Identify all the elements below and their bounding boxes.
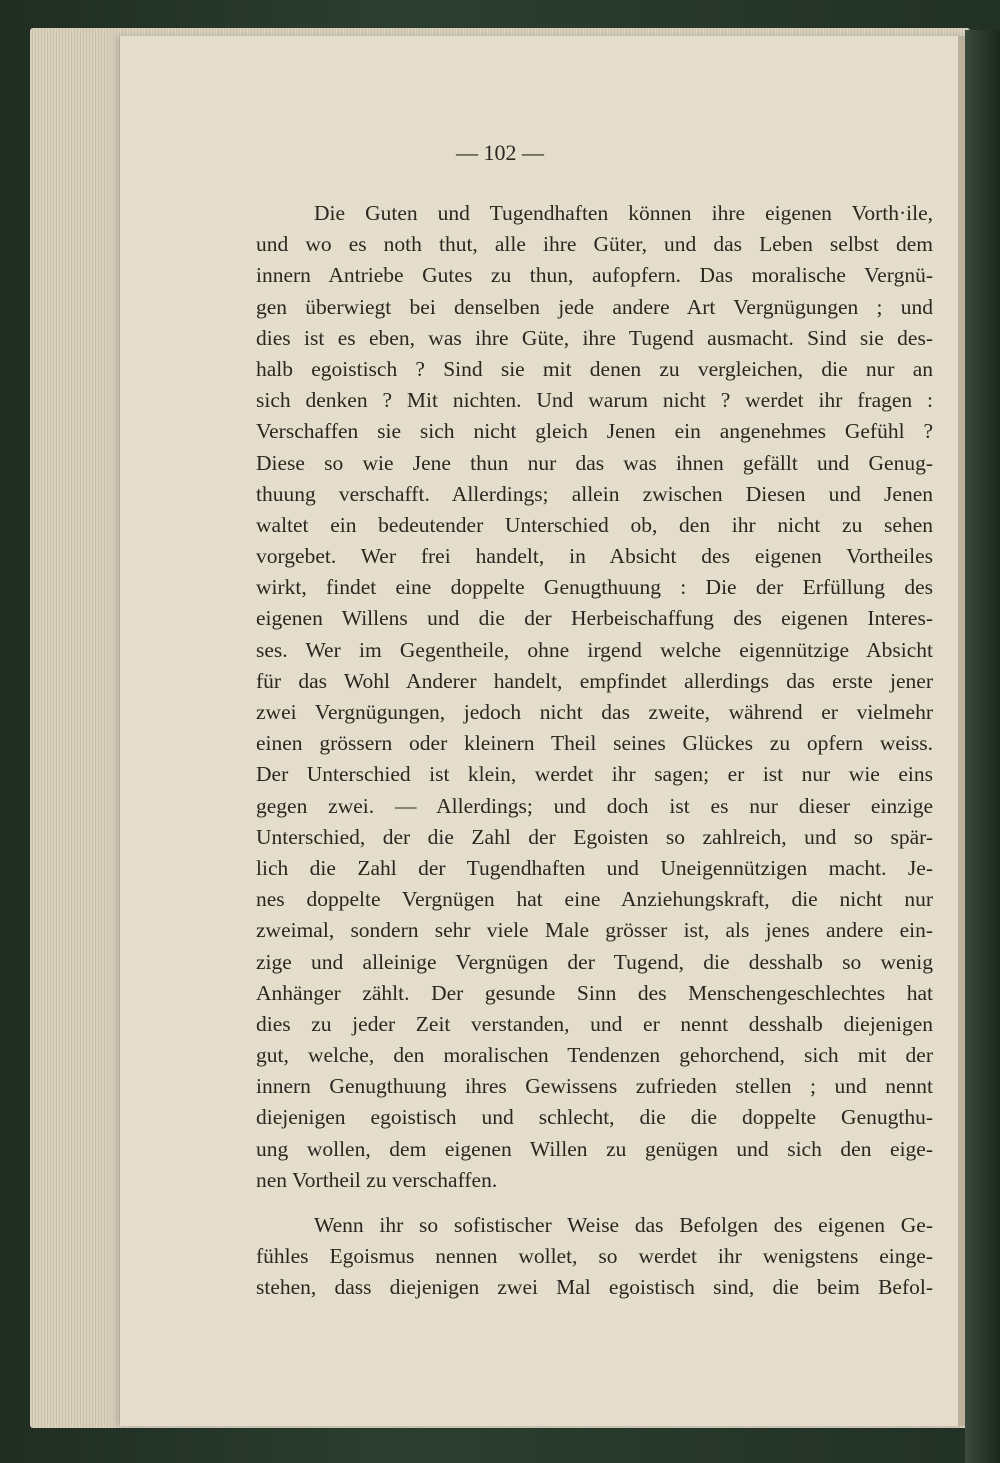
text-line: zweimal, sondern sehr viele Male grösser ist, als jenes andere ein- bbox=[256, 918, 933, 943]
text-line: Diese so wie Jene thun nur das was ihnen gefällt und Genug- bbox=[256, 450, 933, 475]
text-line: fühles Egoismus nennen wollet, so werdet ihr wenigstens einge- bbox=[256, 1244, 933, 1269]
text-line: nes doppelte Vergnügen hat eine Anziehungskraft, die nicht nur bbox=[256, 887, 933, 912]
text-line: zwei Vergnügungen, jedoch nicht das zweite, während er vielmehr bbox=[256, 700, 933, 724]
text-line: einen grössern oder kleinern Theil seines Glückes zu opfern weiss. bbox=[256, 731, 933, 756]
body-text bbox=[256, 198, 933, 1318]
text-line: Anhänger zählt. Der gesunde Sinn des Menschengeschlechtes hat bbox=[256, 980, 933, 1005]
text-line: ung wollen, dem eigenen Willen zu genügen und sich den eige- bbox=[256, 1136, 933, 1161]
text-line: gut, welche, den moralischen Tendenzen gehorchend, sich mit der bbox=[256, 1043, 933, 1068]
text-line: vorgebet. Wer frei handelt, in Absicht des eigenen Vortheiles bbox=[256, 544, 933, 569]
text-line: dies ist es eben, was ihre Güte, ihre Tugend ausmacht. Sind sie des- bbox=[256, 325, 933, 350]
text-line: wirkt, findet eine doppelte Genugthuung : Die der Erfüllung des bbox=[256, 575, 933, 600]
text-line: waltet ein bedeutender Unterschied ob, den ihr nicht zu sehen bbox=[256, 512, 933, 537]
text-line: zige und alleinige Vergnügen der Tugend, die desshalb so wenig bbox=[256, 949, 933, 974]
text-line: für das Wohl Anderer handelt, empfindet allerdings das erste jener bbox=[256, 668, 933, 693]
paragraph bbox=[256, 1210, 933, 1304]
text-line: und wo es noth thut, alle ihre Güter, und das Leben selbst dem bbox=[256, 232, 933, 257]
paragraph bbox=[256, 198, 933, 1196]
text-line: ses. Wer im Gegentheile, ohne irgend welche eigennützige Absicht bbox=[256, 637, 933, 662]
text-line: sich denken ? Mit nichten. Und warum nicht ? werdet ihr fragen : bbox=[256, 388, 933, 413]
text-line: Verschaffen sie sich nicht gleich Jenen ein angenehmes Gefühl ? bbox=[256, 419, 933, 444]
page-number: — 102 — bbox=[456, 140, 544, 165]
text-line: gegen zwei. — Allerdings; und doch ist es nur dieser einzige bbox=[256, 793, 933, 818]
text-line: Der Unterschied ist klein, werdet ihr sagen; er ist nur wie eins bbox=[256, 762, 933, 787]
text-line: Unterschied, der die Zahl der Egoisten so zahlreich, und so spär- bbox=[256, 824, 933, 849]
text-line: lich die Zahl der Tugendhaften und Uneigennützigen macht. Je- bbox=[256, 855, 933, 880]
text-line: Die Guten und Tugendhaften können ihre eigenen Vorth·ile, bbox=[314, 201, 933, 225]
book-spine-edge bbox=[965, 30, 1000, 1463]
text-line: halb egoistisch ? Sind sie mit denen zu vergleichen, die nur an bbox=[256, 356, 933, 381]
text-line: dies zu jeder Zeit verstanden, und er nennt desshalb diejenigen bbox=[256, 1011, 933, 1036]
text-line: thuung verschafft. Allerdings; allein zwischen Diesen und Jenen bbox=[256, 481, 933, 506]
text-line: Wenn ihr so sofistischer Weise das Befolgen des eigenen Ge- bbox=[314, 1213, 933, 1237]
text-line: eigenen Willens und die der Herbeischaffung des eigenen Interes- bbox=[256, 606, 933, 631]
text-line: innern Antriebe Gutes zu thun, aufopfern. Das moralische Vergnü- bbox=[256, 263, 933, 288]
text-line: diejenigen egoistisch und schlecht, die die doppelte Genugthu- bbox=[256, 1105, 933, 1130]
text-line: gen überwiegt bei denselben jede andere Art Vergnügungen ; und bbox=[256, 294, 933, 319]
text-line: stehen, dass diejenigen zwei Mal egoistisch sind, die beim Befol- bbox=[256, 1275, 933, 1300]
text-line: nen Vortheil zu verschaffen. bbox=[256, 1167, 498, 1192]
text-line: innern Genugthuung ihres Gewissens zufrieden stellen ; und nennt bbox=[256, 1074, 933, 1099]
